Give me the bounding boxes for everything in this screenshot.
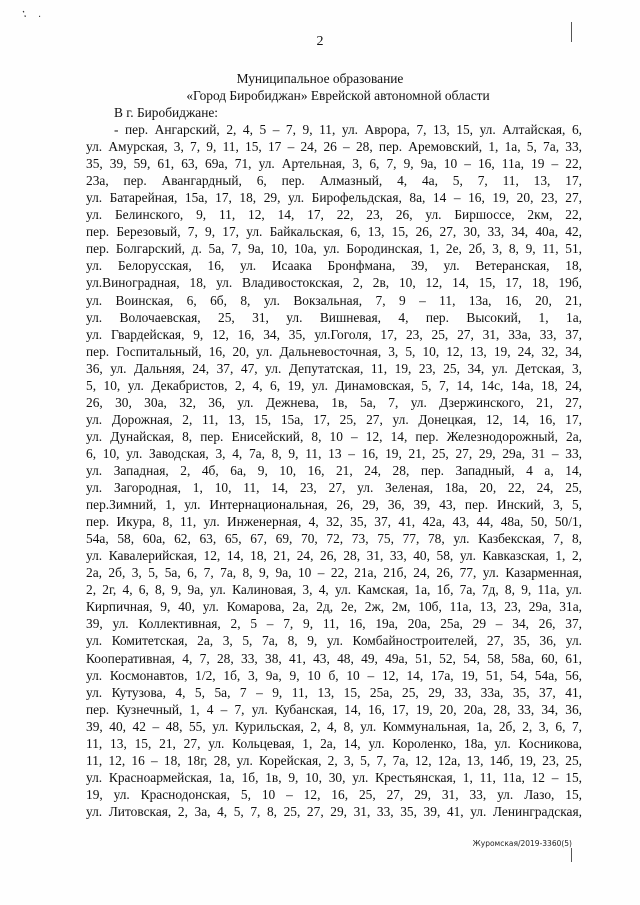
text-line: 11, 13, 15, 21, 27, ул. Кольцевая, 1, 2а, 14, ул. Короленко, 18а, ул. Косникова, xyxy=(86,735,582,751)
text-line: ул. Волочаевская, 25, 31, ул. Вишневая, 4, пер. Высокий, 1, 1а, xyxy=(86,309,582,325)
text-line: Кирпичная, 9, 40, ул. Комарова, 2а, 2д, 2е, 2ж, 2м, 10б, 11а, 13, 23, 29а, 31а, xyxy=(86,599,582,615)
scan-margin-line xyxy=(571,848,572,862)
text-line: ул. Белорусская, 16, ул. Исаака Бронфмана, 39, ул. Ветеранская, 18, xyxy=(86,258,582,274)
text-line: 26, 30, 30а, 32, 36, ул. Дежнева, 1в, 5а, 7, ул. Дзержинского, 21, 27, xyxy=(86,394,582,410)
text-line: пер.Зимний, 1, ул. Интернациональная, 26, 29, 36, 39, 43, пер. Инский, 3, 5, xyxy=(86,497,582,513)
text-line: ул. Кавалерийская, 12, 14, 18, 21, 24, 26, 28, 31, 33, 40, 58, ул. Кавказская, 1, 2, xyxy=(86,548,582,564)
header-line-2: «Город Биробиджан» Еврейской автономной области xyxy=(186,88,490,103)
text-line: ул. Белинского, 9, 11, 12, 14, 17, 22, 23, 26, ул. Биршоссе, 2км, 22, xyxy=(86,207,582,223)
text-line: ул. Литовская, 2, 3а, 4, 5, 7, 8, 25, 27, 29, 31, 33, 35, 39, 41, ул. Ленинградская, xyxy=(86,803,582,819)
text-line: пер. Болгарский, д. 5а, 7, 9а, 10, 10а, ул. Бородинская, 1, 2е, 2б, 3, 8, 9, 11, 51, xyxy=(86,241,582,257)
text-line: 54а, 58, 60а, 62, 63, 65, 67, 69, 70, 72, 73, 75, 77, 78, ул. Казбекская, 7, 8, xyxy=(86,531,582,547)
text-line: 2, 2г, 4, 6, 8, 9, 9а, ул. Калиновая, 3, 4, ул. Камская, 1а, 1б, 7а, 7д, 8, 9, 11а, ул. xyxy=(86,582,582,598)
text-line: ул. Дунайская, 8, пер. Енисейский, 8, 10 – 12, 14, пер. Железнодорожный, 2а, xyxy=(86,428,582,444)
text-line: ул. Комитетская, 2а, 3, 5, 7а, 8, 9, ул. Комбайностроителей, 27, 35, 36, ул. xyxy=(86,633,582,649)
text-line: ул. Гвардейская, 9, 12, 16, 34, 35, ул.Гоголя, 17, 23, 25, 27, 31, 33а, 33, 37, xyxy=(86,326,582,342)
text-line: ул. Дорожная, 2, 11, 13, 15, 15а, 17, 25, 27, ул. Донецкая, 12, 14, 16, 17, xyxy=(86,411,582,427)
text-line: 6, 10, ул. Заводская, 3, 4, 7а, 8, 9, 11, 13 – 16, 19, 21, 25, 27, 29, 29а, 31 – 33, xyxy=(86,445,582,461)
text-line: 36, ул. Дальняя, 24, 37, 47, ул. Депутатская, 11, 19, 23, 25, 34, ул. Детская, 3, xyxy=(86,360,582,376)
page-number: 2 xyxy=(316,34,324,49)
document-footer-code: Журомская/2019-3360(5) xyxy=(472,839,572,848)
text-line: ул. Амурская, 3, 7, 9, 11, 15, 17 – 24, 26 – 28, пер. Аремовский, 1, 1а, 5, 7а, 33, xyxy=(86,139,582,155)
scan-artifact: : xyxy=(19,5,29,21)
text-line: - пер. Ангарский, 2, 4, 5 – 7, 9, 11, ул. Аврора, 7, 13, 15, ул. Алтайская, 6, xyxy=(114,122,582,138)
text-line: 19, ул. Краснодонская, 5, 10 – 12, 16, 25, 27, 29, 31, 33, ул. Лазо, 15, xyxy=(86,786,582,802)
scan-artifact: · xyxy=(38,12,42,23)
text-line: пер. Икура, 8, 11, ул. Инженерная, 4, 32, 35, 37, 41, 42а, 43, 44, 48а, 50, 50/1, xyxy=(86,514,582,530)
text-line: ул. Воинская, 6, 6б, 8, ул. Вокзальная, 7, 9 – 11, 13а, 16, 20, 21, xyxy=(86,292,582,308)
text-line: пер. Госпитальный, 16, 20, ул. Дальневосточная, 3, 5, 10, 12, 13, 19, 24, 32, 34, xyxy=(86,343,582,359)
text-line: 5, 10, ул. Декабристов, 2, 4, 6, 19, ул. Динамовская, 5, 7, 14, 14с, 14а, 18, 24, xyxy=(86,377,582,393)
text-line: ул.Виноградная, 18, ул. Владивостокская, 2, 2в, 10, 12, 14, 15, 17, 18, 19б, xyxy=(86,275,582,291)
text-line: 39, ул. Коллективная, 2, 5 – 7, 9, 11, 16, 19а, 20а, 25а, 29 – 34, 26, 37, xyxy=(86,616,582,632)
document-header xyxy=(0,70,640,104)
text-line: 11, 12, 16 – 18, 18г, 28, ул. Корейская, 2, 3, 5, 7, 7а, 12, 12а, 13, 14б, 19, 23, 25, xyxy=(86,752,582,768)
text-line: 35, 39, 59, 61, 63, 69а, 71, ул. Артельная, 3, 6, 7, 9, 9а, 10 – 16, 11а, 19 – 22, xyxy=(86,156,582,172)
header-line-1: Муниципальное образование xyxy=(236,71,404,86)
text-line: ул. Западная, 2, 4б, 6а, 9, 10, 16, 21, 24, 28, пер. Западный, 4 а, 14, xyxy=(86,462,582,478)
address-list xyxy=(86,104,582,820)
text-line: ул. Красноармейская, 1а, 1б, 1в, 9, 10, 30, ул. Крестьянская, 1, 11, 11а, 12 – 15, xyxy=(86,769,582,785)
text-line: пер. Кузнечный, 1, 4 – 7, ул. Кубанская, 14, 16, 17, 19, 20, 20а, 28, 33, 34, 36, xyxy=(86,701,582,717)
text-line: 39, 40, 42 – 48, 55, ул. Курильская, 2, 4, 8, ул. Коммунальная, 1а, 2б, 2, 3, 6, 7, xyxy=(86,718,582,734)
text-line: 23а, пер. Авангардный, 6, пер. Алмазный, 4, 4а, 5, 7, 11, 13, 17, xyxy=(86,173,582,189)
text-line: Кооперативная, 4, 7, 28, 33, 38, 41, 43, 48, 49, 49а, 51, 52, 54, 58, 58а, 60, 61, xyxy=(86,650,582,666)
text-line: ул. Батарейная, 15а, 17, 18, 29, ул. Бирофельдская, 8а, 14 – 16, 19, 20, 23, 27, xyxy=(86,190,582,206)
text-line: 2а, 2б, 3, 5, 5а, 6, 7, 7а, 8, 9, 9а, 10 – 22, 21а, 21б, 24, 26, 77, ул. Казарменная, xyxy=(86,565,582,581)
text-line: ул. Космонавтов, 1/2, 1б, 3, 9а, 9, 10 б, 10 – 12, 14, 17а, 19, 51, 54, 54а, 56, xyxy=(86,667,582,683)
text-line: пер. Березовый, 7, 9, 17, ул. Байкальская, 6, 13, 15, 26, 27, 30, 33, 34, 40а, 42, xyxy=(86,224,582,240)
intro-line: В г. Биробиджане: xyxy=(114,105,219,120)
text-line: ул. Загородная, 1, 10, 11, 14, 23, 27, ул. Зеленая, 18а, 20, 22, 24, 25, xyxy=(86,480,582,496)
text-line: ул. Кутузова, 4, 5, 5а, 7 – 9, 11, 13, 15, 25а, 25, 29, 33, 33а, 35, 37, 41, xyxy=(86,684,582,700)
